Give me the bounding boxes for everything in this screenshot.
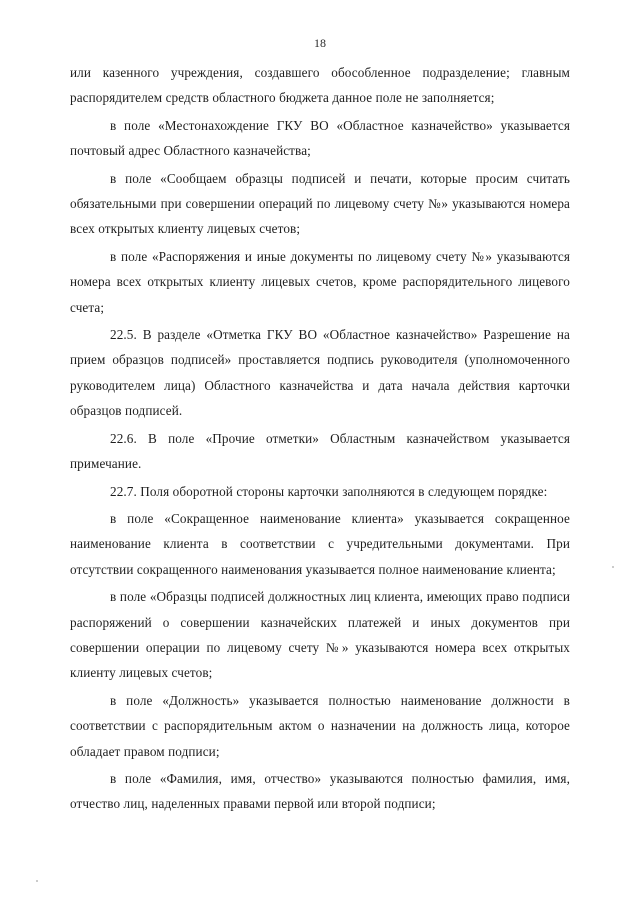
paragraph-22-6: 22.6. В поле «Прочие отметки» Областным казначейством указывается примечание.	[70, 430, 570, 472]
paragraph-full-name-field: в поле «Фамилия, имя, отчество» указываются полностью фамилия, имя, отчество лиц, наделенных правами первой или второй подписи;	[70, 770, 570, 812]
paragraph-signature-samples-field: в поле «Сообщаем образцы подписей и печати, которые просим считать обязательными при совершении операций по лицевому счету №» указываются номера всех открытых клиенту лицевых счетов;	[70, 170, 570, 237]
paragraph-official-signatures-field: в поле «Образцы подписей должностных лиц клиента, имеющих право подписи распоряжений о совершении казначейских платежей и иных документов при совершении операции по лицевому счету №» указываются номера всех открытых клиенту лицевых счетов;	[70, 589, 570, 681]
scan-speck	[36, 880, 38, 882]
paragraph-22-7: 22.7. Поля оборотной стороны карточки заполняются в следующем порядке:	[110, 483, 548, 499]
paragraph-location-field: в поле «Местонахождение ГКУ ВО «Областное казначейство» указывается почтовый адрес Областного казначейства;	[70, 117, 570, 159]
paragraph-short-name-field: в поле «Сокращенное наименование клиента» указывается сокращенное наименование клиента в соответствии с учредительными документами. При отсутствии сокращенного наименования указывается полное наименование клиента;	[70, 510, 570, 577]
paragraph-22-5: 22.5. В разделе «Отметка ГКУ ВО «Областное казначейство» Разрешение на прием образцов подписей» проставляется подпись руководителя (уполномоченного руководителем лица) Областного казначейства и дата начала действия карточки образцов подписей.	[70, 327, 570, 419]
scan-speck	[612, 566, 614, 568]
page-number: 18	[314, 36, 326, 50]
paragraph-continuation: или казенного учреждения, создавшего обособленное подразделение; главным распорядителем средств областного бюджета данное поле не заполняется;	[70, 65, 570, 106]
document-body	[70, 60, 570, 819]
paragraph-position-field: в поле «Должность» указывается полностью наименование должности в соответствии с распорядительным актом о назначении на должность лица, которое обладает правом подписи;	[70, 692, 570, 759]
paragraph-orders-field: в поле «Распоряжения и иные документы по лицевому счету №» указываются номера всех открытых клиенту лицевых счетов, кроме распорядительного лицевого счета;	[70, 248, 570, 315]
